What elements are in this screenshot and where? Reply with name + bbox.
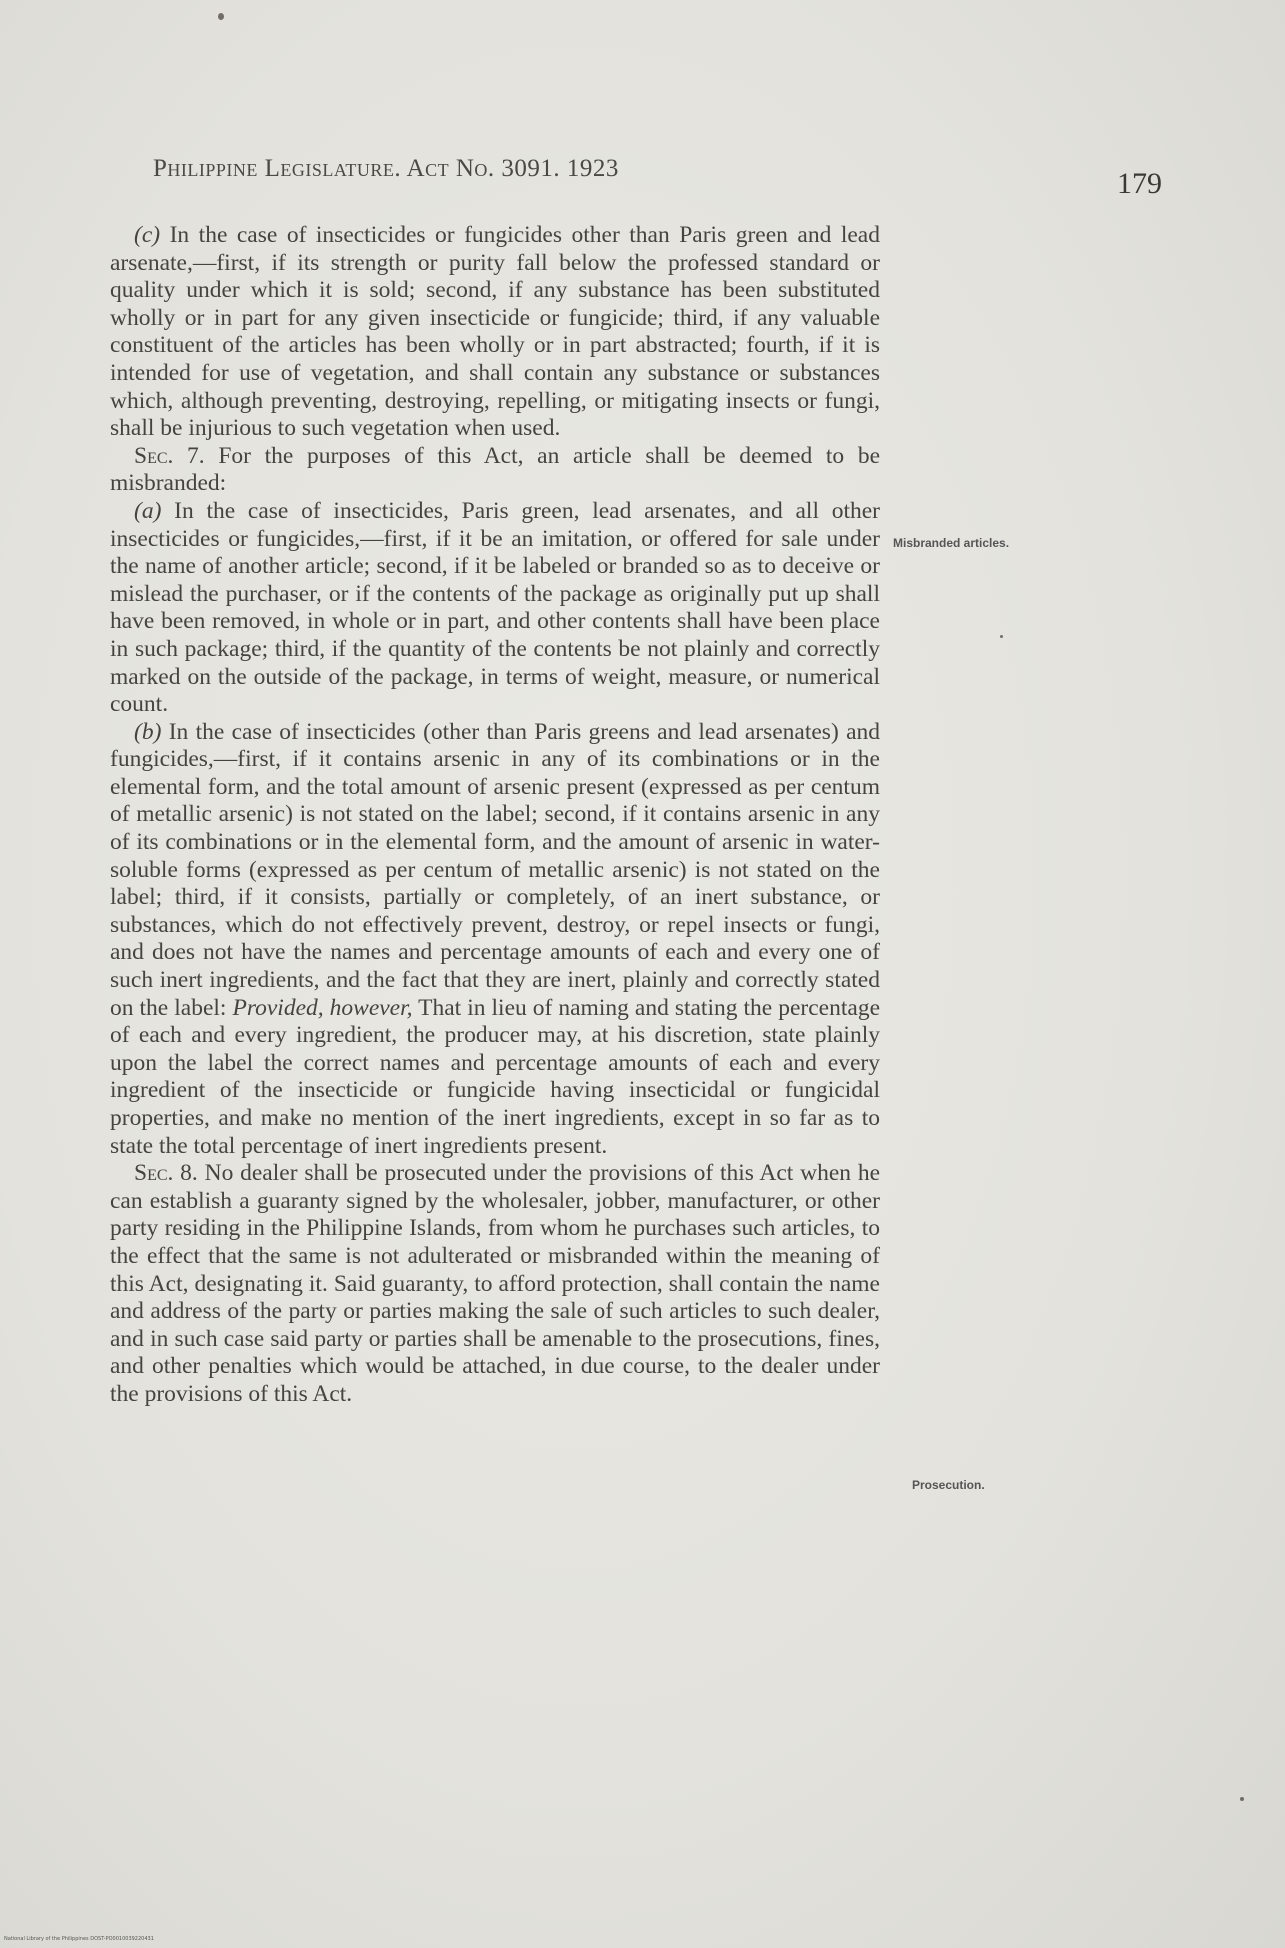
paragraph-text: In the case of insecticides, Paris green, lead arsenates, and all other insecticides or fungicides,—first, if it be an imitation, or offered for sale under the name of another article; second, if it be labeled or branded so as to deceive or mislead the purchaser, or if the contents of the package as originally put up shall have been removed, in whole or in part, and other contents shall have been place in such package; third, if the quantity of the contents be not plainly and correctly marked on the outside of the package, in terms of weight, measure, or numerical count. (110, 497, 881, 718)
clause-label: (a) (134, 497, 162, 524)
footer-stamp: National Library of the Philippines DOST-PO0010039220431 (4, 1936, 154, 1942)
running-header (153, 155, 803, 183)
scan-speck (218, 13, 224, 20)
section-8 (110, 1160, 880, 1408)
paragraph-c (110, 222, 880, 443)
scan-speck (1240, 1797, 1244, 1801)
paragraph-b (110, 719, 880, 1161)
running-title: Philippine Legislature. Act No. 3091. 1923 (153, 155, 619, 182)
clause-label: (c) (134, 222, 161, 248)
scan-speck (1000, 635, 1003, 638)
paragraph-a (110, 498, 880, 719)
paragraph-text: No dealer shall be prosecuted under the provisions of this Act when he can establish a guaranty signed by the wholesaler, jobber, manufacturer, or other party residing in the Philippine Islands, from whom he purchases such articles, to the effect that the same is not adulterated or misbranded within the meaning of this Act, designating it. Said guaranty, to afford protection, shall contain the name and address of the party or parties making the sale of such articles to such dealer, and in such case said party or parties shall be amenable to the prosecutions, fines, and other penalties which would be attached, in due course, to the dealer under the provisions of this Act. (110, 1160, 881, 1407)
page-number: 179 (1117, 167, 1162, 200)
paragraph-text: In the case of insecticides or fungicides other than Paris green and lead arsenate,—first, if its strength or purity fall below the professed standard or quality under which it is sold; second, if any substance has been substituted wholly or in part for any given insecticide or fungicide; third, if any valuable constituent of the articles has been wholly or in part abstracted; fourth, if it is intended for use of vegetation, and shall contain any substance or substances which, although preventing, destroying, repelling, or mitigating insects or fungi, shall be injurious to such vegetation when used. (110, 222, 880, 442)
section-label: Sec. 7. (134, 442, 205, 469)
proviso-label: Provided, however, (232, 994, 413, 1021)
paragraph-text: In the case of insecticides (other than Paris greens and lead arsenates) and fungicides,—first, if it contains arsenic in any of its combinations or in the elemental form, and the total amount of arsenic present (expressed as per centum of metallic arsenic) is not stated on the label; second, if it contains arsenic in any of its combinations or in the elemental form, and the amount of arsenic in water-soluble forms (expressed as per centum of metallic arsenic) is not stated on the label; third, if it consists, partially or completely, of an inert substance, or substances, which do not effectively prevent, destroy, or repel insects or fungi, and does not have the names and percentage amounts of each and every one of such inert ingredients, and the fact that they are inert, plainly and correctly stated on the label: (110, 718, 880, 1021)
margin-note-prosecution: Prosecution. (912, 1478, 985, 1492)
paragraph-text: For the purposes of this Act, an article shall be deemed to be misbranded: (110, 442, 881, 497)
section-label: Sec. 8. (134, 1160, 198, 1187)
margin-note-misbranded: Misbranded articles. (893, 536, 1010, 550)
body-text (110, 222, 880, 1409)
clause-label: (b) (134, 718, 162, 745)
section-7 (110, 443, 880, 498)
paragraph-text: That in lieu of naming and stating the percentage of each and every ingredient, the producer may, at his discretion, state plainly upon the label the correct names and percentage amounts of each and every ingredient of the insecticide or fungicide having insecticidal or fungicidal properties, and make no mention of the inert ingredients, except in so far as to state the total percentage of inert ingredients present. (110, 994, 881, 1159)
